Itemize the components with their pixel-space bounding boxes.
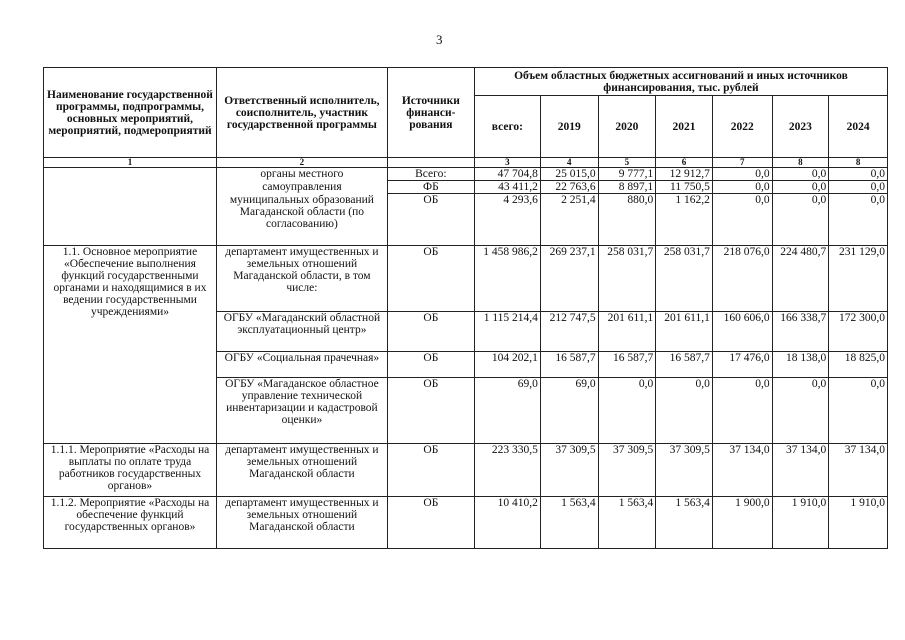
funding-source: ФБ <box>387 181 474 194</box>
value-2022: 218 076,0 <box>712 246 772 312</box>
column-number: 6 <box>656 158 713 168</box>
column-number: 3 <box>474 158 540 168</box>
value-2020: 258 031,7 <box>598 246 656 312</box>
funding-source: ОБ <box>387 497 474 549</box>
column-number: 4 <box>540 158 598 168</box>
value-2023: 37 134,0 <box>772 444 829 497</box>
value-total: 10 410,2 <box>474 497 540 549</box>
value-2022: 0,0 <box>712 194 772 246</box>
executor: департамент имущественных и земельных отношений Магаданской области <box>216 444 387 497</box>
value-2019: 212 747,5 <box>540 312 598 352</box>
header-year: 2023 <box>772 96 829 158</box>
header-name: Наименование государственной программы, подпрограммы, основных мероприятий, мероприятий, подмероприятий <box>44 68 217 158</box>
funding-source: ОБ <box>387 352 474 378</box>
header-year: 2021 <box>656 96 713 158</box>
value-2024: 37 134,0 <box>829 444 888 497</box>
value-2019: 25 015,0 <box>540 168 598 181</box>
value-2020: 16 587,7 <box>598 352 656 378</box>
value-2023: 224 480,7 <box>772 246 829 312</box>
column-number: 8 <box>772 158 829 168</box>
executor: ОГБУ «Магаданское областное управление технической инвентаризации и кадастровой оценки» <box>216 378 387 444</box>
funding-source: ОБ <box>387 378 474 444</box>
funding-source: ОБ <box>387 312 474 352</box>
value-2022: 1 900,0 <box>712 497 772 549</box>
value-2024: 0,0 <box>829 168 888 181</box>
value-2024: 1 910,0 <box>829 497 888 549</box>
value-2019: 69,0 <box>540 378 598 444</box>
activity-name: 1.1.1. Мероприятие «Расходы на выплаты по оплате труда работников государственных органов» <box>44 444 217 497</box>
value-2023: 0,0 <box>772 168 829 181</box>
value-2021: 1 162,2 <box>656 194 713 246</box>
value-2019: 269 237,1 <box>540 246 598 312</box>
value-2023: 18 138,0 <box>772 352 829 378</box>
value-2022: 0,0 <box>712 181 772 194</box>
value-2021: 258 031,7 <box>656 246 713 312</box>
value-2020: 37 309,5 <box>598 444 656 497</box>
column-number: 7 <box>712 158 772 168</box>
funding-source: Всего: <box>387 168 474 181</box>
header-executor: Ответственный исполнитель, соисполнитель, участник государственной программы <box>216 68 387 158</box>
value-total: 4 293,6 <box>474 194 540 246</box>
value-2019: 1 563,4 <box>540 497 598 549</box>
value-2022: 160 606,0 <box>712 312 772 352</box>
header-volume: Объем областных бюджетных ассигнований и иных источников финансирования, тыс. рублей <box>474 68 887 96</box>
column-number: 5 <box>598 158 656 168</box>
value-2022: 17 476,0 <box>712 352 772 378</box>
value-2019: 2 251,4 <box>540 194 598 246</box>
executor: муниципальных образований Магаданской области (по согласованию) <box>216 194 387 246</box>
column-number: 1 <box>44 158 217 168</box>
value-2020: 1 563,4 <box>598 497 656 549</box>
value-2023: 166 338,7 <box>772 312 829 352</box>
page-number: 3 <box>436 32 443 47</box>
value-total: 43 411,2 <box>474 181 540 194</box>
value-2023: 0,0 <box>772 181 829 194</box>
header-source: Источники финанси-рования <box>387 68 474 158</box>
value-2021: 12 912,7 <box>656 168 713 181</box>
executor: департамент имущественных и земельных отношений Магаданской области, в том числе: <box>216 246 387 312</box>
activity-name: 1.1. Основное мероприятие «Обеспечение выполнения функций государственными органами и находящимися в их ведении государственными учреждениями» <box>44 246 217 444</box>
program-name <box>44 168 217 246</box>
funding-source: ОБ <box>387 246 474 312</box>
header-year: 2019 <box>540 96 598 158</box>
funding-source: ОБ <box>387 444 474 497</box>
value-2019: 37 309,5 <box>540 444 598 497</box>
value-2020: 201 611,1 <box>598 312 656 352</box>
value-2020: 880,0 <box>598 194 656 246</box>
value-total: 1 115 214,4 <box>474 312 540 352</box>
column-number: 2 <box>216 158 387 168</box>
value-total: 1 458 986,2 <box>474 246 540 312</box>
value-2024: 0,0 <box>829 378 888 444</box>
executor: ОГБУ «Социальная прачечная» <box>216 352 387 378</box>
activity-name: 1.1.2. Мероприятие «Расходы на обеспечение функций государственных органов» <box>44 497 217 549</box>
value-2020: 9 777,1 <box>598 168 656 181</box>
column-number-row <box>44 158 888 168</box>
value-2024: 172 300,0 <box>829 312 888 352</box>
column-number <box>387 158 474 168</box>
header-year: 2024 <box>829 96 888 158</box>
budget-table <box>43 67 888 549</box>
value-2019: 16 587,7 <box>540 352 598 378</box>
header-year: всего: <box>474 96 540 158</box>
value-2023: 0,0 <box>772 194 829 246</box>
table-row <box>44 246 888 312</box>
value-2024: 0,0 <box>829 181 888 194</box>
value-2021: 0,0 <box>656 378 713 444</box>
value-2020: 0,0 <box>598 378 656 444</box>
header-year: 2022 <box>712 96 772 158</box>
value-2022: 0,0 <box>712 378 772 444</box>
executor: органы местного <box>216 168 387 181</box>
executor: самоуправления <box>216 181 387 194</box>
funding-source: ОБ <box>387 194 474 246</box>
value-2019: 22 763,6 <box>540 181 598 194</box>
value-total: 223 330,5 <box>474 444 540 497</box>
value-2022: 37 134,0 <box>712 444 772 497</box>
value-total: 104 202,1 <box>474 352 540 378</box>
table-row <box>44 444 888 497</box>
value-2022: 0,0 <box>712 168 772 181</box>
value-2023: 1 910,0 <box>772 497 829 549</box>
table-row <box>44 497 888 549</box>
value-2021: 37 309,5 <box>656 444 713 497</box>
column-number: 8 <box>829 158 888 168</box>
value-2024: 18 825,0 <box>829 352 888 378</box>
value-2021: 201 611,1 <box>656 312 713 352</box>
executor: ОГБУ «Магаданский областной эксплуатационный центр» <box>216 312 387 352</box>
value-2024: 231 129,0 <box>829 246 888 312</box>
value-2020: 8 897,1 <box>598 181 656 194</box>
value-2021: 1 563,4 <box>656 497 713 549</box>
value-total: 69,0 <box>474 378 540 444</box>
value-total: 47 704,8 <box>474 168 540 181</box>
value-2021: 11 750,5 <box>656 181 713 194</box>
executor: департамент имущественных и земельных отношений Магаданской области <box>216 497 387 549</box>
table-row <box>44 168 888 181</box>
value-2024: 0,0 <box>829 194 888 246</box>
value-2023: 0,0 <box>772 378 829 444</box>
value-2021: 16 587,7 <box>656 352 713 378</box>
header-year: 2020 <box>598 96 656 158</box>
